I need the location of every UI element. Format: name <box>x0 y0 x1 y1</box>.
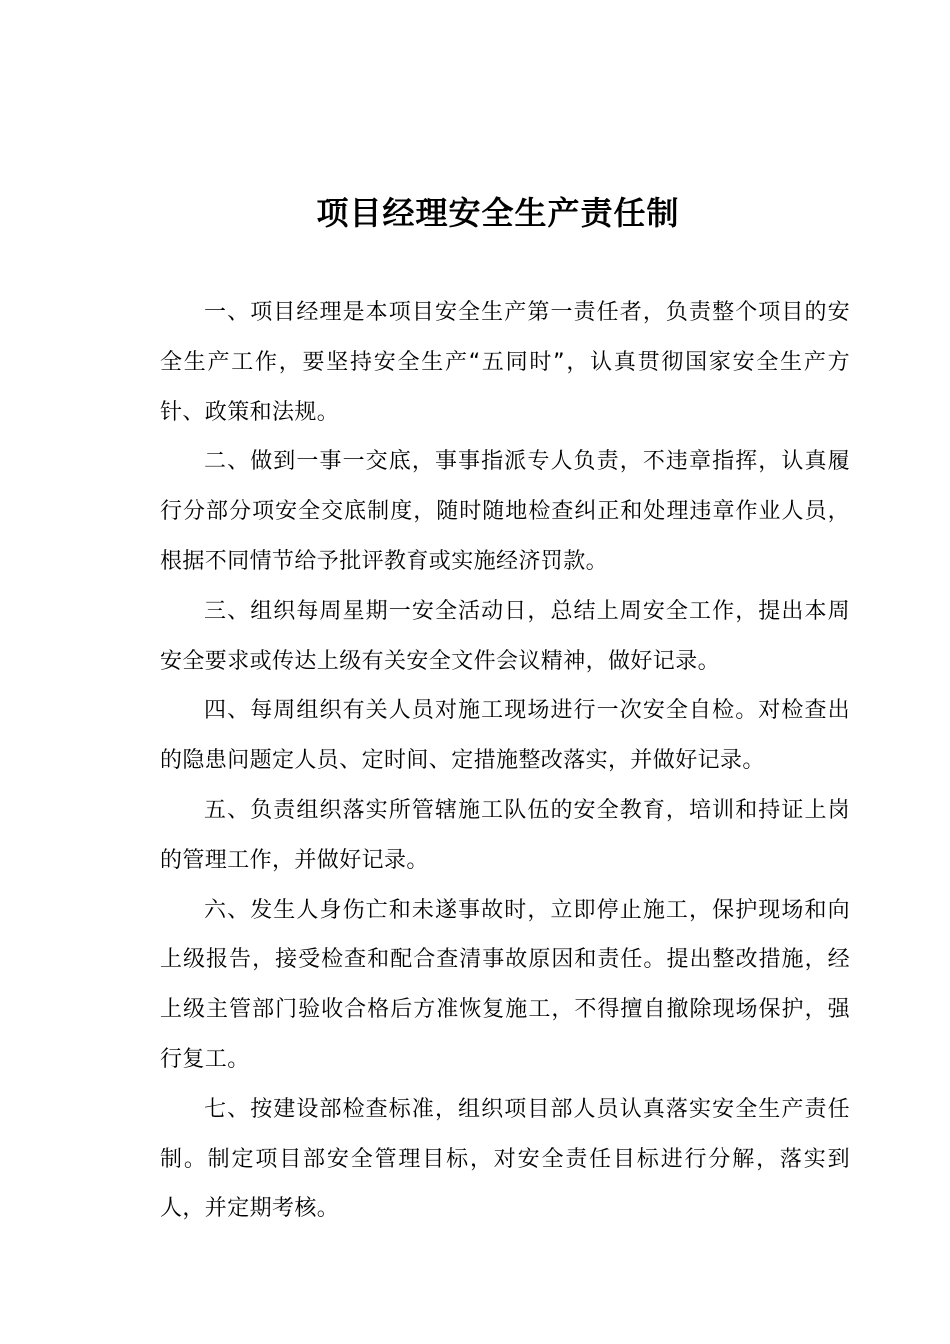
paragraph-2: 二、做到一事一交底，事事指派专人负责，不违章指挥，认真履行分部分项安全交底制度，随时随地检查纠正和处理违章作业人员，根据不同情节给予批评教育或实施经济罚款。 <box>160 449 850 574</box>
paragraph-4: 四、每周组织有关人员对施工现场进行一次安全自检。对检查出的隐患问题定人员、定时间、定措施整改落实，并做好记录。 <box>160 698 850 774</box>
paragraph-3: 三、组织每周星期一安全活动日，总结上周安全工作，提出本周安全要求或传达上级有关安全文件会议精神，做好记录。 <box>160 598 850 674</box>
paragraph-5: 五、负责组织落实所管辖施工队伍的安全教育，培训和持证上岗的管理工作，并做好记录。 <box>160 797 850 873</box>
document-title: 项目经理安全生产责任制 <box>316 194 680 232</box>
paragraph-7: 七、按建设部检查标准，组织项目部人员认真落实安全生产责任制。制定项目部安全管理目标，对安全责任目标进行分解，落实到人，并定期考核。 <box>160 1096 850 1222</box>
paragraph-6: 六、发生人身伤亡和未遂事故时，立即停止施工，保护现场和向上级报告，接受检查和配合查清事故原因和责任。提出整改措施，经上级主管部门验收合格后方准恢复施工，不得擅自撤除现场保护，强行复工。 <box>160 897 850 1072</box>
paragraph-1: 一、项目经理是本项目安全生产第一责任者，负责整个项目的安全生产工作，要坚持安全生产“五同时”，认真贯彻国家安全生产方针、政策和法规。 <box>160 300 850 425</box>
document-body <box>160 288 850 1234</box>
